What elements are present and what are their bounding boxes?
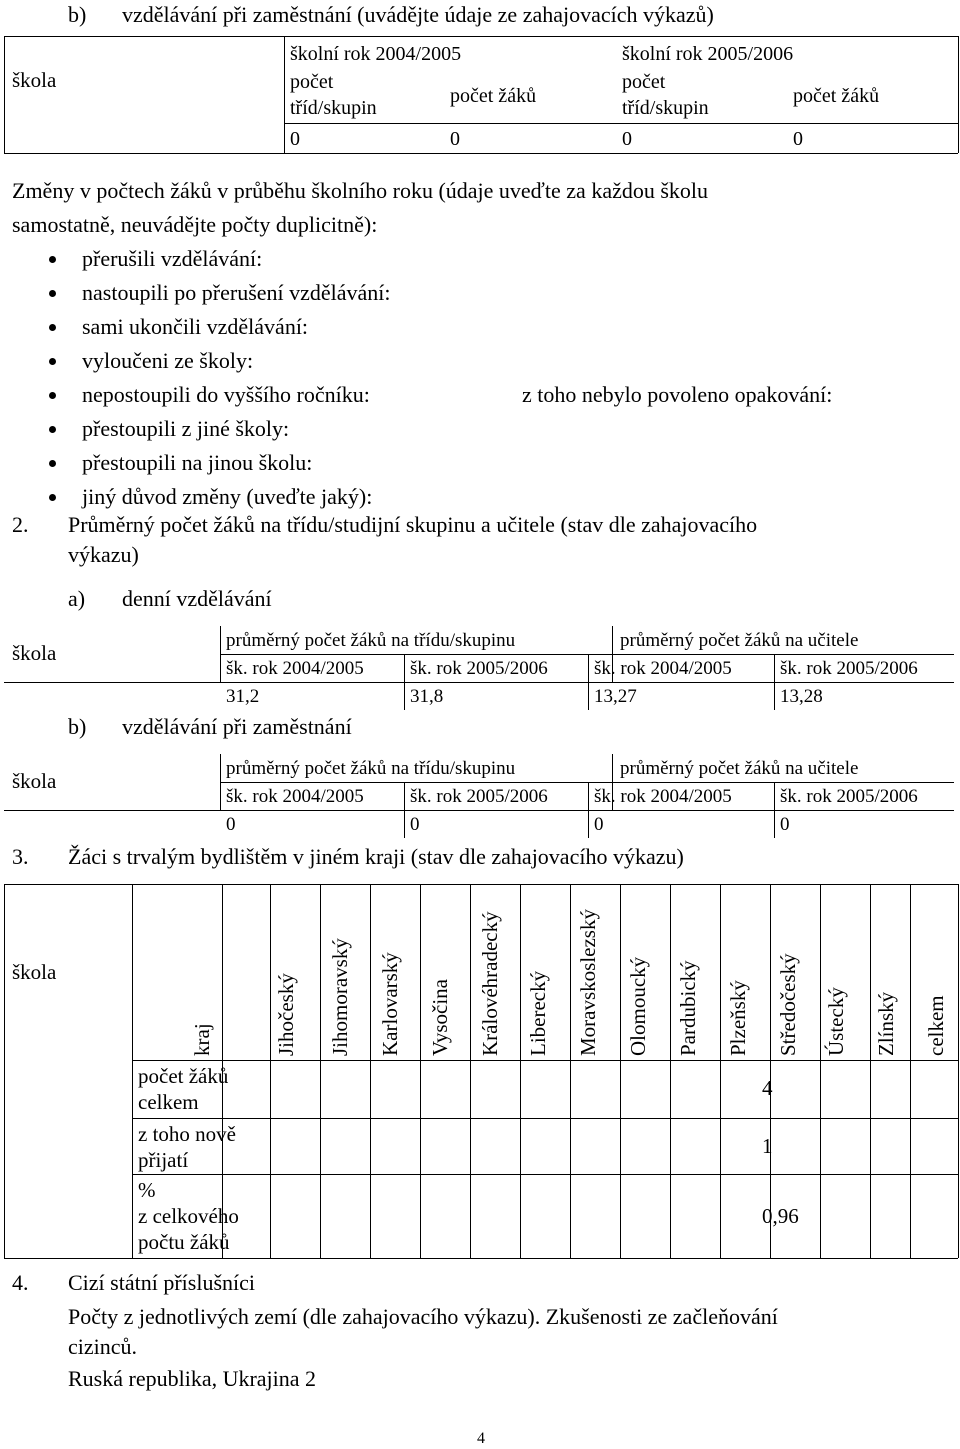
sec1b-classes1-l1: počet [290, 71, 334, 93]
region-header: Vysočina [428, 979, 452, 1056]
page-number: 4 [477, 1430, 485, 1447]
list-item: přestoupili z jiné školy: [82, 416, 290, 441]
sec2a-title: denní vzdělávání [122, 586, 272, 611]
region-header: Královéhradecký [478, 911, 502, 1056]
sec3-stc-value: 1 [762, 1134, 773, 1158]
sec3-row2-l1: z toho nově [138, 1122, 236, 1146]
sec2b-letter: b) [68, 714, 87, 739]
sec1b-letter: b) [68, 2, 87, 27]
bullet-icon [49, 392, 56, 399]
sec1b-value: 0 [450, 128, 460, 150]
sec1b-value: 0 [290, 128, 300, 150]
sec3-col-school: škola [12, 960, 57, 984]
region-header: Karlovarský [378, 952, 402, 1056]
sec2b-value: 0 [594, 814, 604, 835]
bullet-icon [49, 460, 56, 467]
list-item: nepostoupili do vyššího ročníku: [82, 382, 370, 407]
bullet-icon [49, 290, 56, 297]
sec3-number: 3. [12, 844, 29, 869]
sec2a-value: 31,8 [410, 686, 444, 707]
sec4-text-l1: Počty z jednotlivých zemí (dle zahajovacího výkazu). Zkušenosti ze začleňování [68, 1304, 778, 1329]
sec3-title: Žáci s trvalým bydlištěm v jiném kraji (stav dle zahajovacího výkazu) [68, 844, 684, 869]
sec2-title-l1: Průměrný počet žáků na třídu/studijní skupinu a učitele (stav dle zahajovacího [68, 512, 758, 537]
sec1b-classes2-l1: počet [622, 71, 666, 93]
sec2a-value: 13,28 [780, 686, 823, 707]
sec2a-letter: a) [68, 586, 86, 611]
region-header: Plzeňský [726, 980, 750, 1056]
sec2b-year: šk. rok 2005/2006 [780, 786, 918, 807]
sec2-title-l2: výkazu) [68, 542, 139, 567]
sec2b-value: 0 [780, 814, 790, 835]
region-header: Pardubický [676, 960, 700, 1056]
bullet-icon [49, 324, 56, 331]
sec1b-classes1-l2: tříd/skupin [290, 97, 377, 119]
sec2b-value: 0 [226, 814, 236, 835]
sec2a-col-school: škola [12, 641, 57, 665]
sec2a-year: šk. rok 2005/2006 [780, 658, 918, 679]
changes-intro-l1: Změny v počtech žáků v průběhu školního roku (údaje uveďte za každou školu [12, 178, 709, 203]
sec1b-value: 0 [793, 128, 803, 150]
region-header: Liberecký [526, 970, 550, 1056]
sec4-text-l2: cizinců. [68, 1334, 138, 1359]
sec4-text-l3: Ruská republika, Ukrajina 2 [68, 1366, 317, 1391]
bullet-icon [49, 256, 56, 263]
sec3-row3-l2: z celkového [138, 1204, 239, 1228]
region-header: Středočeský [776, 953, 800, 1056]
sec1b-year2: školní rok 2005/2006 [622, 43, 794, 65]
list-item: přerušili vzdělávání: [82, 246, 263, 271]
changes-intro-l2: samostatně, neuvádějte počty duplicitně): [12, 212, 378, 237]
sec1b-classes2-l2: tříd/skupin [622, 97, 709, 119]
sec2b-group2: průměrný počet žáků na učitele [620, 758, 859, 779]
sec2b-value: 0 [410, 814, 420, 835]
bullet-icon [49, 358, 56, 365]
sec2a-year: šk. rok 2004/2005 [594, 658, 732, 679]
sec2a-year: šk. rok 2005/2006 [410, 658, 548, 679]
sec1b-pupils1: počet žáků [450, 85, 537, 107]
sec2a-group2: průměrný počet žáků na učitele [620, 630, 859, 651]
sec2a-value: 13,27 [594, 686, 637, 707]
sec2a-group1: průměrný počet žáků na třídu/skupinu [226, 630, 516, 651]
sec3-kraj-label: kraj [190, 1023, 214, 1056]
bullet-icon [49, 426, 56, 433]
region-header: celkem [924, 995, 948, 1056]
sec1b-year1: školní rok 2004/2005 [290, 43, 462, 65]
sec4-number: 4. [12, 1270, 29, 1295]
region-header: Zlínský [874, 991, 898, 1056]
list-item: vyloučeni ze školy: [82, 348, 254, 373]
sec3-row1-l2: celkem [138, 1090, 199, 1114]
sec2b-title: vzdělávání při zaměstnání [122, 714, 352, 739]
sec3-row3-l1: % [138, 1178, 156, 1202]
bullet-icon [49, 494, 56, 501]
list-item: přestoupili na jinou školu: [82, 450, 313, 475]
sec1b-col-school: škola [12, 68, 57, 92]
sec3-stc-value: 0,96 [762, 1204, 799, 1228]
region-header: Ústecký [824, 987, 848, 1056]
list-item: sami ukončili vzdělávání: [82, 314, 309, 339]
sec2b-col-school: škola [12, 769, 57, 793]
list-item: jiný důvod změny (uveďte jaký): [82, 484, 373, 509]
sec3-row1-l1: počet žáků [138, 1064, 229, 1088]
region-header: Jihočeský [274, 973, 298, 1056]
sec2b-group1: průměrný počet žáků na třídu/skupinu [226, 758, 516, 779]
region-header: Moravskoslezský [576, 909, 600, 1056]
sec2b-year: šk. rok 2004/2005 [594, 786, 732, 807]
sec3-row2-l2: přijatí [138, 1148, 189, 1172]
changes-note: z toho nebylo povoleno opakování: [522, 382, 833, 407]
sec1b-pupils2: počet žáků [793, 85, 880, 107]
sec2a-value: 31,2 [226, 686, 260, 707]
list-item: nastoupili po přerušení vzdělávání: [82, 280, 391, 305]
region-header: Jihomoravský [328, 938, 352, 1056]
sec1b-value: 0 [622, 128, 632, 150]
sec2a-year: šk. rok 2004/2005 [226, 658, 364, 679]
sec3-stc-value: 4 [762, 1076, 773, 1100]
sec2-number: 2. [12, 512, 29, 537]
sec4-title: Cizí státní příslušníci [68, 1270, 255, 1295]
sec3-row3-l3: počtu žáků [138, 1230, 230, 1254]
sec2b-year: šk. rok 2005/2006 [410, 786, 548, 807]
sec2b-year: šk. rok 2004/2005 [226, 786, 364, 807]
sec1b-title: vzdělávání při zaměstnání (uvádějte údaje ze zahajovacích výkazů) [122, 2, 714, 27]
region-header: Olomoucký [626, 956, 650, 1056]
